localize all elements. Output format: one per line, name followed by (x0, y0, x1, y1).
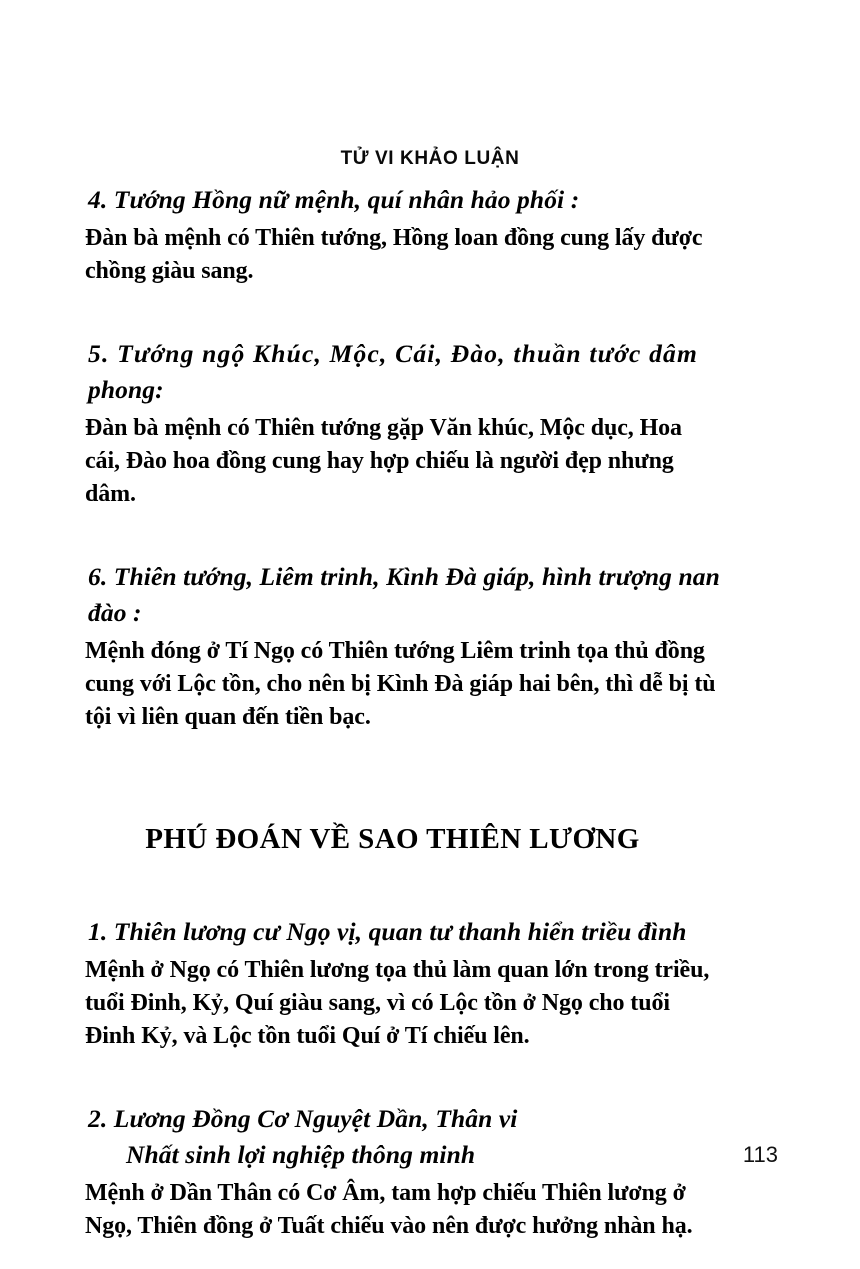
page-title: PHÚ ĐOÁN VỀ SAO THIÊN LƯƠNG (145, 823, 640, 855)
spacer (85, 760, 740, 820)
body-line: cái, Đào hoa đồng cung hay hợp chiếu là người đẹp nhưng (85, 448, 674, 474)
section-title-item-5 (85, 336, 740, 408)
section-item-1 (85, 914, 740, 1053)
spacer (85, 858, 740, 914)
section-title-item-4 (85, 182, 740, 218)
body-line: Đinh Kỷ, và Lộc tồn tuổi Quí ở Tí chiếu lên. (85, 1023, 530, 1049)
page-number: 113 (742, 1142, 778, 1167)
section-body-item-1 (85, 954, 740, 1053)
section-title-line: Nhất sinh lợi nghiệp thông minh (126, 1140, 476, 1169)
section-title-item-2 (85, 1101, 740, 1173)
body-line: Đàn bà mệnh có Thiên tướng gặp Văn khúc, Mộc dục, Hoa (85, 415, 682, 441)
section-title-item-1 (85, 914, 740, 950)
section-title-line: 6. Thiên tướng, Liêm trinh, Kình Đà giáp, hình trượng nan (88, 562, 720, 591)
body-line: Mệnh ở Dần Thân có Cơ Âm, tam hợp chiếu Thiên lương ở (85, 1180, 686, 1206)
section-title-line: 2. Lương Đồng Cơ Nguyệt Dần, Thân vi (88, 1104, 518, 1133)
body-line: Ngọ, Thiên đồng ở Tuất chiếu vào nên được hưởng nhàn hạ. (85, 1213, 693, 1239)
section-item-4 (85, 182, 740, 288)
section-body-item-4 (85, 222, 740, 288)
section-title-line: 4. Tướng Hồng nữ mệnh, quí nhân hảo phối : (88, 185, 580, 214)
section-item-2 (85, 1101, 740, 1243)
page-content (85, 0, 740, 1269)
body-line: Mệnh đóng ở Tí Ngọ có Thiên tướng Liêm trinh tọa thủ đồng (85, 638, 705, 664)
section-item-6 (85, 559, 740, 734)
body-line: cung với Lộc tồn, cho nên bị Kình Đà giáp hai bên, thì dễ bị tù (85, 671, 716, 697)
body-line: Đàn bà mệnh có Thiên tướng, Hồng loan đồng cung lấy được (85, 225, 703, 251)
section-title-item-6 (85, 559, 740, 631)
body-line: tuổi Đinh, Kỷ, Quí giàu sang, vì có Lộc tồn ở Ngọ cho tuổi (85, 990, 670, 1016)
section-title-line: 5. Tướng ngộ Khúc, Mộc, Cái, Đào, thuần tước dâm (88, 339, 699, 368)
body-line: Mệnh ở Ngọ có Thiên lương tọa thủ làm quan lớn trong triều, (85, 957, 710, 983)
section-item-5 (85, 336, 740, 511)
body-line: tội vì liên quan đến tiền bạc. (85, 704, 371, 730)
section-body-item-5 (85, 412, 740, 511)
spacer (85, 1079, 740, 1101)
section-title-line: 1. Thiên lương cư Ngọ vị, quan tư thanh hiển triều đình (88, 917, 687, 946)
body-line: dâm. (85, 481, 136, 507)
section-title-line: đào : (88, 598, 142, 627)
running-head: TỬ VI KHẢO LUẬN (340, 148, 520, 169)
section-body-item-6 (85, 635, 740, 734)
body-line: chồng giàu sang. (85, 258, 254, 284)
spacer (85, 537, 740, 559)
section-body-item-2 (85, 1177, 740, 1243)
spacer (85, 314, 740, 336)
section-title-line: phong: (88, 375, 164, 404)
